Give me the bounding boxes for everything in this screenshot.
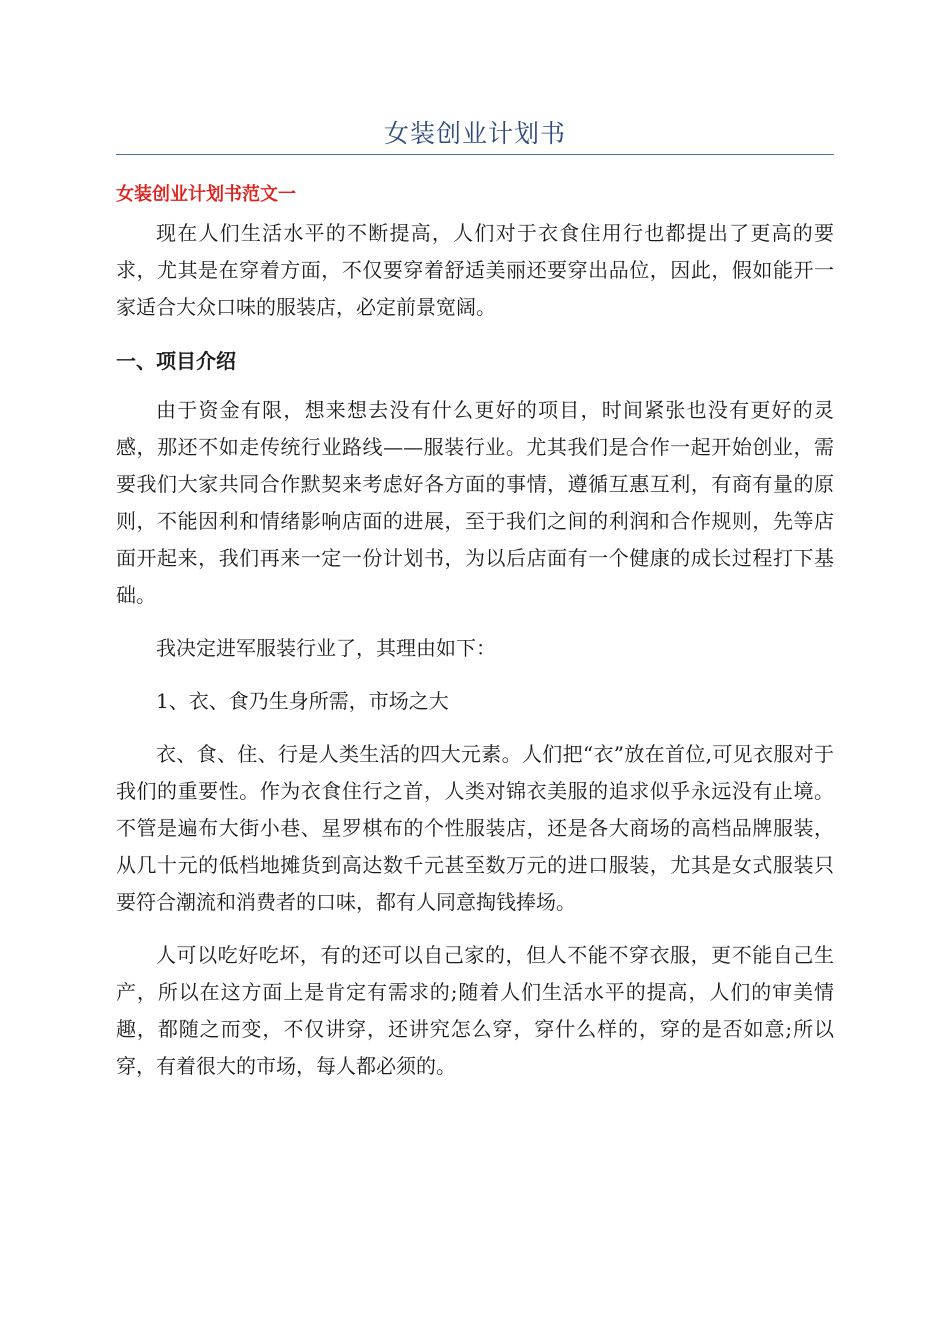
document-page [116,0,834,1085]
document-title: 女装创业计划书 [383,119,566,148]
subheading-project-intro: 一、项目介绍 [116,349,236,373]
body-paragraph: 由于资金有限，想来想去没有什么更好的项目，时间紧张也没有更好的灵感，那还不如走传统行业路线——服装行业。尤其我们是合作一起开始创业，需要我们大家共同合作默契来考虑好各方面的事情，遵循互惠互利，有商有量的原则，不能因利和情绪影响店面的进展，至于我们之间的利润和合作规则，先等店面开起来，我们再来一定一份计划书，为以后店面有一个健康的成长过程打下基础。 [116,398,834,607]
intro-paragraph: 现在人们生活水平的不断提高，人们对于衣食住用行也都提出了更高的要求，尤其是在穿着方面，不仅要穿着舒适美丽还要穿出品位，因此，假如能开一家适合大众口味的服装店，必定前景宽阔。 [116,221,834,319]
title-divider [116,154,834,155]
section-heading: 女装创业计划书范文一 [116,184,296,205]
body-paragraph: 我决定进军服装行业了，其理由如下： [156,636,496,660]
body-paragraph: 衣、食、住、行是人类生活的四大元素。人们把“衣”放在首位,可见衣服对于我们的重要性。作为衣食住行之首，人类对锦衣美服的追求似乎永远没有止境。不管是遍布大街小巷、星罗棋布的个性服装店，还是各大商场的高档品牌服装，从几十元的低档地摊货到高达数千元甚至数万元的进口服装，尤其是女式服装只要符合潮流和消费者的口味，都有人同意掏钱捧场。 [116,742,834,914]
body-paragraph: 人可以吃好吃坏，有的还可以自己家的，但人不能不穿衣服，更不能自己生产，所以在这方面上是肯定有需求的;随着人们生活水平的提高，人们的审美情趣，都随之而变，不仅讲穿，还讲究怎么穿，穿什么样的，穿的是否如意;所以穿，有着很大的市场，每人都必须的。 [116,943,834,1078]
list-item-heading: 1、衣、食乃生身所需，市场之大 [156,689,449,713]
